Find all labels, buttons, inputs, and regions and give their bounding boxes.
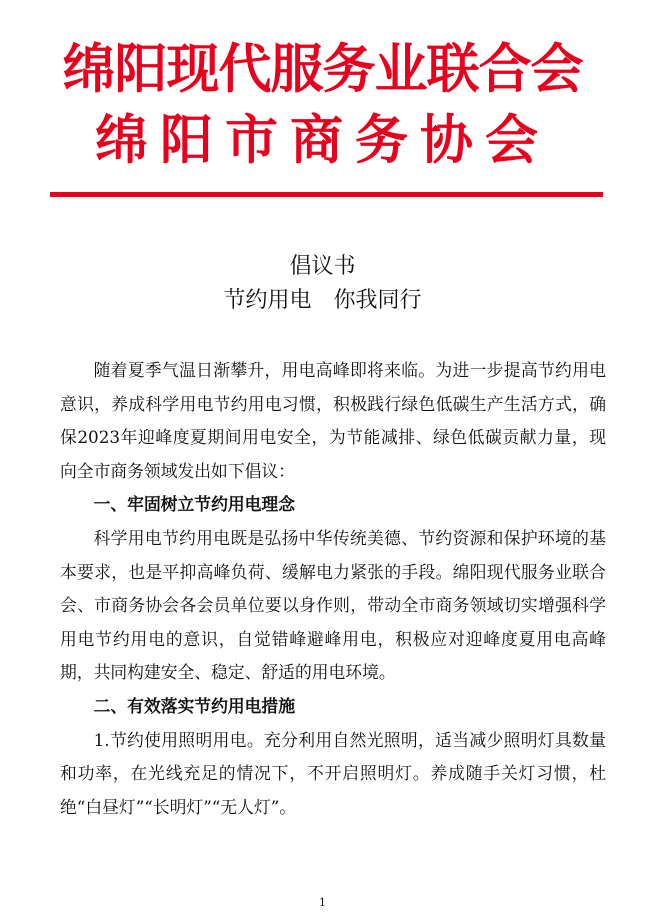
section-heading-2: 二、有效落实节约用电措施: [93, 695, 295, 716]
document-title: 倡议书: [289, 254, 356, 279]
org-name-line2: 绵阳市商务协会: [95, 110, 550, 171]
section-1-paragraph: 科学用电节约用电既是弘扬中华传统美德、节约资源和保护环境的基本要求，也是平抑高峰负荷、缓解电力紧张的手段。绵阳现代服务业联合会、市商务协会各会员单位要以身作则，带动全市商务领域切实增强科学用电节约用电的意识，自觉错峰避峰用电，积极应对迎峰度夏用电高峰期，共同构建安全、稳定、舒适的用电环境。: [60, 527, 606, 683]
document-subtitle: 节约用电 你我同行: [223, 288, 422, 313]
document-body: [60, 354, 606, 824]
section-2-paragraph: 1.节约使用照明用电。充分利用自然光照明，适当减少照明灯具数量和功率，在光线充足的情况下，不开启照明灯。养成随手关灯习惯，杜绝“白昼灯”“长明灯”“无人灯”。: [60, 729, 606, 817]
org-name-line1: 绵阳现代服务业联合会: [62, 39, 583, 100]
intro-paragraph: 随着夏季气温日渐攀升，用电高峰即将来临。为进一步提高节约用电意识，养成科学用电节约用电习惯，积极践行绿色低碳生产生活方式，确保2023年迎峰度夏期间用电安全，为节能减排、绿色低碳贡献力量，现向全市商务领域发出如下倡议：: [60, 360, 606, 481]
red-divider-line: [50, 192, 603, 197]
section-heading-1: 一、牢固树立节约用电理念: [93, 494, 295, 515]
page-number: 1: [319, 896, 326, 909]
